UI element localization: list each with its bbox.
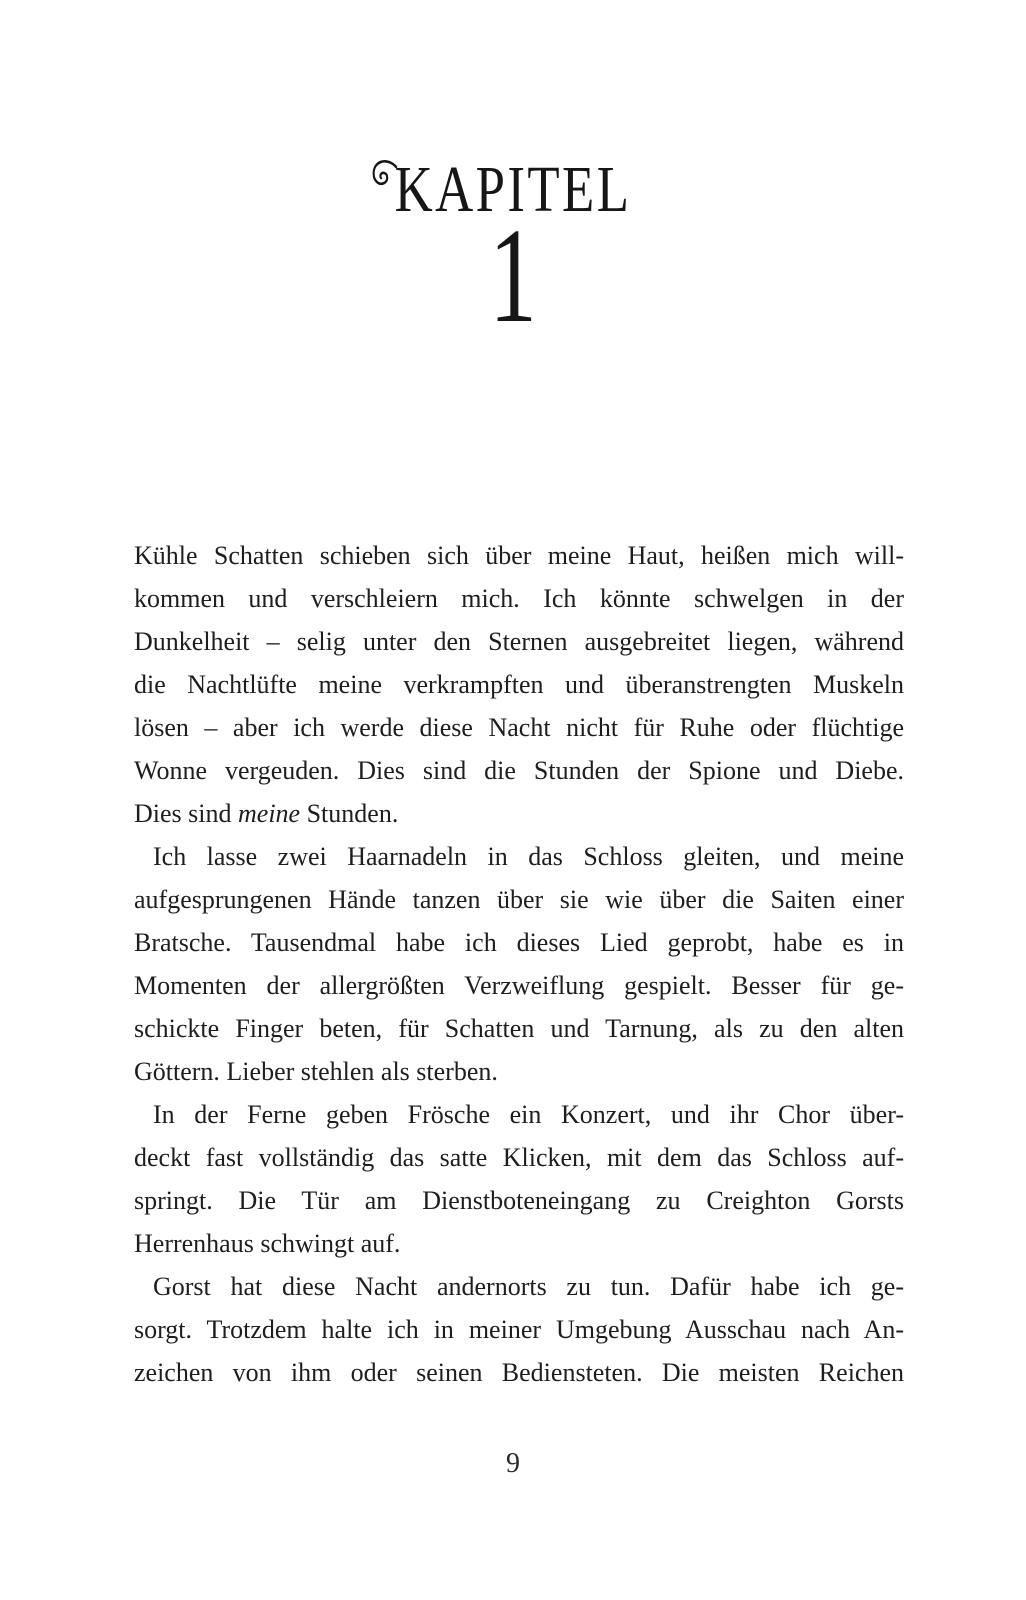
text-segment: Stunden. — [300, 799, 399, 828]
text-segment: Kühle Schatten schieben sich über meine Haut, heißen mich will- — [134, 541, 904, 570]
text-line — [134, 706, 904, 749]
text-segment: sorgt. Trotzdem halte ich in meiner Umgebung Ausschau nach An- — [134, 1315, 904, 1344]
text-line — [134, 1136, 904, 1179]
text-segment: Wonne vergeuden. Dies sind die Stunden der Spione und Diebe. — [134, 756, 904, 785]
text-line — [134, 1351, 904, 1394]
text-segment: lösen – aber ich werde diese Nacht nicht für Ruhe oder flüchtige — [134, 713, 904, 742]
swash-ornament-icon — [371, 159, 398, 203]
text-segment: Ich lasse zwei Haarnadeln in das Schloss gleiten, und meine — [153, 842, 904, 871]
text-segment: Göttern. Lieber stehlen als sterben. — [134, 1057, 498, 1086]
text-line — [134, 792, 904, 835]
text-line — [134, 1050, 904, 1093]
text-segment: Dunkelheit – selig unter den Sternen ausgebreitet liegen, während — [134, 627, 904, 656]
text-segment: Gorst hat diese Nacht andernorts zu tun. Dafür habe ich ge- — [153, 1272, 904, 1301]
text-line — [134, 534, 904, 577]
chapter-label: KAPITEL — [394, 153, 632, 226]
text-line — [134, 835, 904, 878]
text-segment: die Nachtlüfte meine verkrampften und überanstrengten Muskeln — [134, 670, 904, 699]
text-segment: zeichen von ihm oder seinen Bediensteten. Die meisten Reichen — [134, 1358, 904, 1387]
text-segment: Bratsche. Tausendmal habe ich dieses Lied geprobt, habe es in — [134, 928, 904, 957]
text-segment: In der Ferne geben Frösche ein Konzert, und ihr Chor über- — [153, 1100, 904, 1129]
text-segment: springt. Die Tür am Dienstboteneingang zu Creighton Gorsts — [134, 1186, 904, 1215]
text-segment: Herrenhaus schwingt auf. — [134, 1229, 401, 1258]
text-segment: Dies sind — [134, 799, 238, 828]
chapter-number: 1 — [489, 201, 537, 351]
text-line — [134, 921, 904, 964]
emphasized-text: meine — [238, 799, 301, 828]
text-segment: deckt fast vollständig das satte Klicken, mit dem das Schloss auf- — [134, 1143, 904, 1172]
text-line — [134, 577, 904, 620]
text-line — [134, 1093, 904, 1136]
text-segment: schickte Finger beten, für Schatten und Tarnung, als zu den alten — [134, 1014, 904, 1043]
text-line — [134, 663, 904, 706]
text-line — [134, 1265, 904, 1308]
text-line — [134, 1007, 904, 1050]
text-segment: kommen und verschleiern mich. Ich könnte schwelgen in der — [134, 584, 904, 613]
text-segment: aufgesprungenen Hände tanzen über sie wie über die Saiten einer — [134, 885, 904, 914]
text-line — [134, 1308, 904, 1351]
text-line — [134, 620, 904, 663]
text-segment: Momenten der allergrößten Verzweiflung gespielt. Besser für ge- — [134, 971, 904, 1000]
text-line — [134, 1222, 904, 1265]
text-line — [134, 878, 904, 921]
body-text — [134, 534, 904, 1394]
text-line — [134, 964, 904, 1007]
text-line — [134, 749, 904, 792]
text-line — [134, 1179, 904, 1222]
page-number: 9 — [506, 1448, 520, 1479]
